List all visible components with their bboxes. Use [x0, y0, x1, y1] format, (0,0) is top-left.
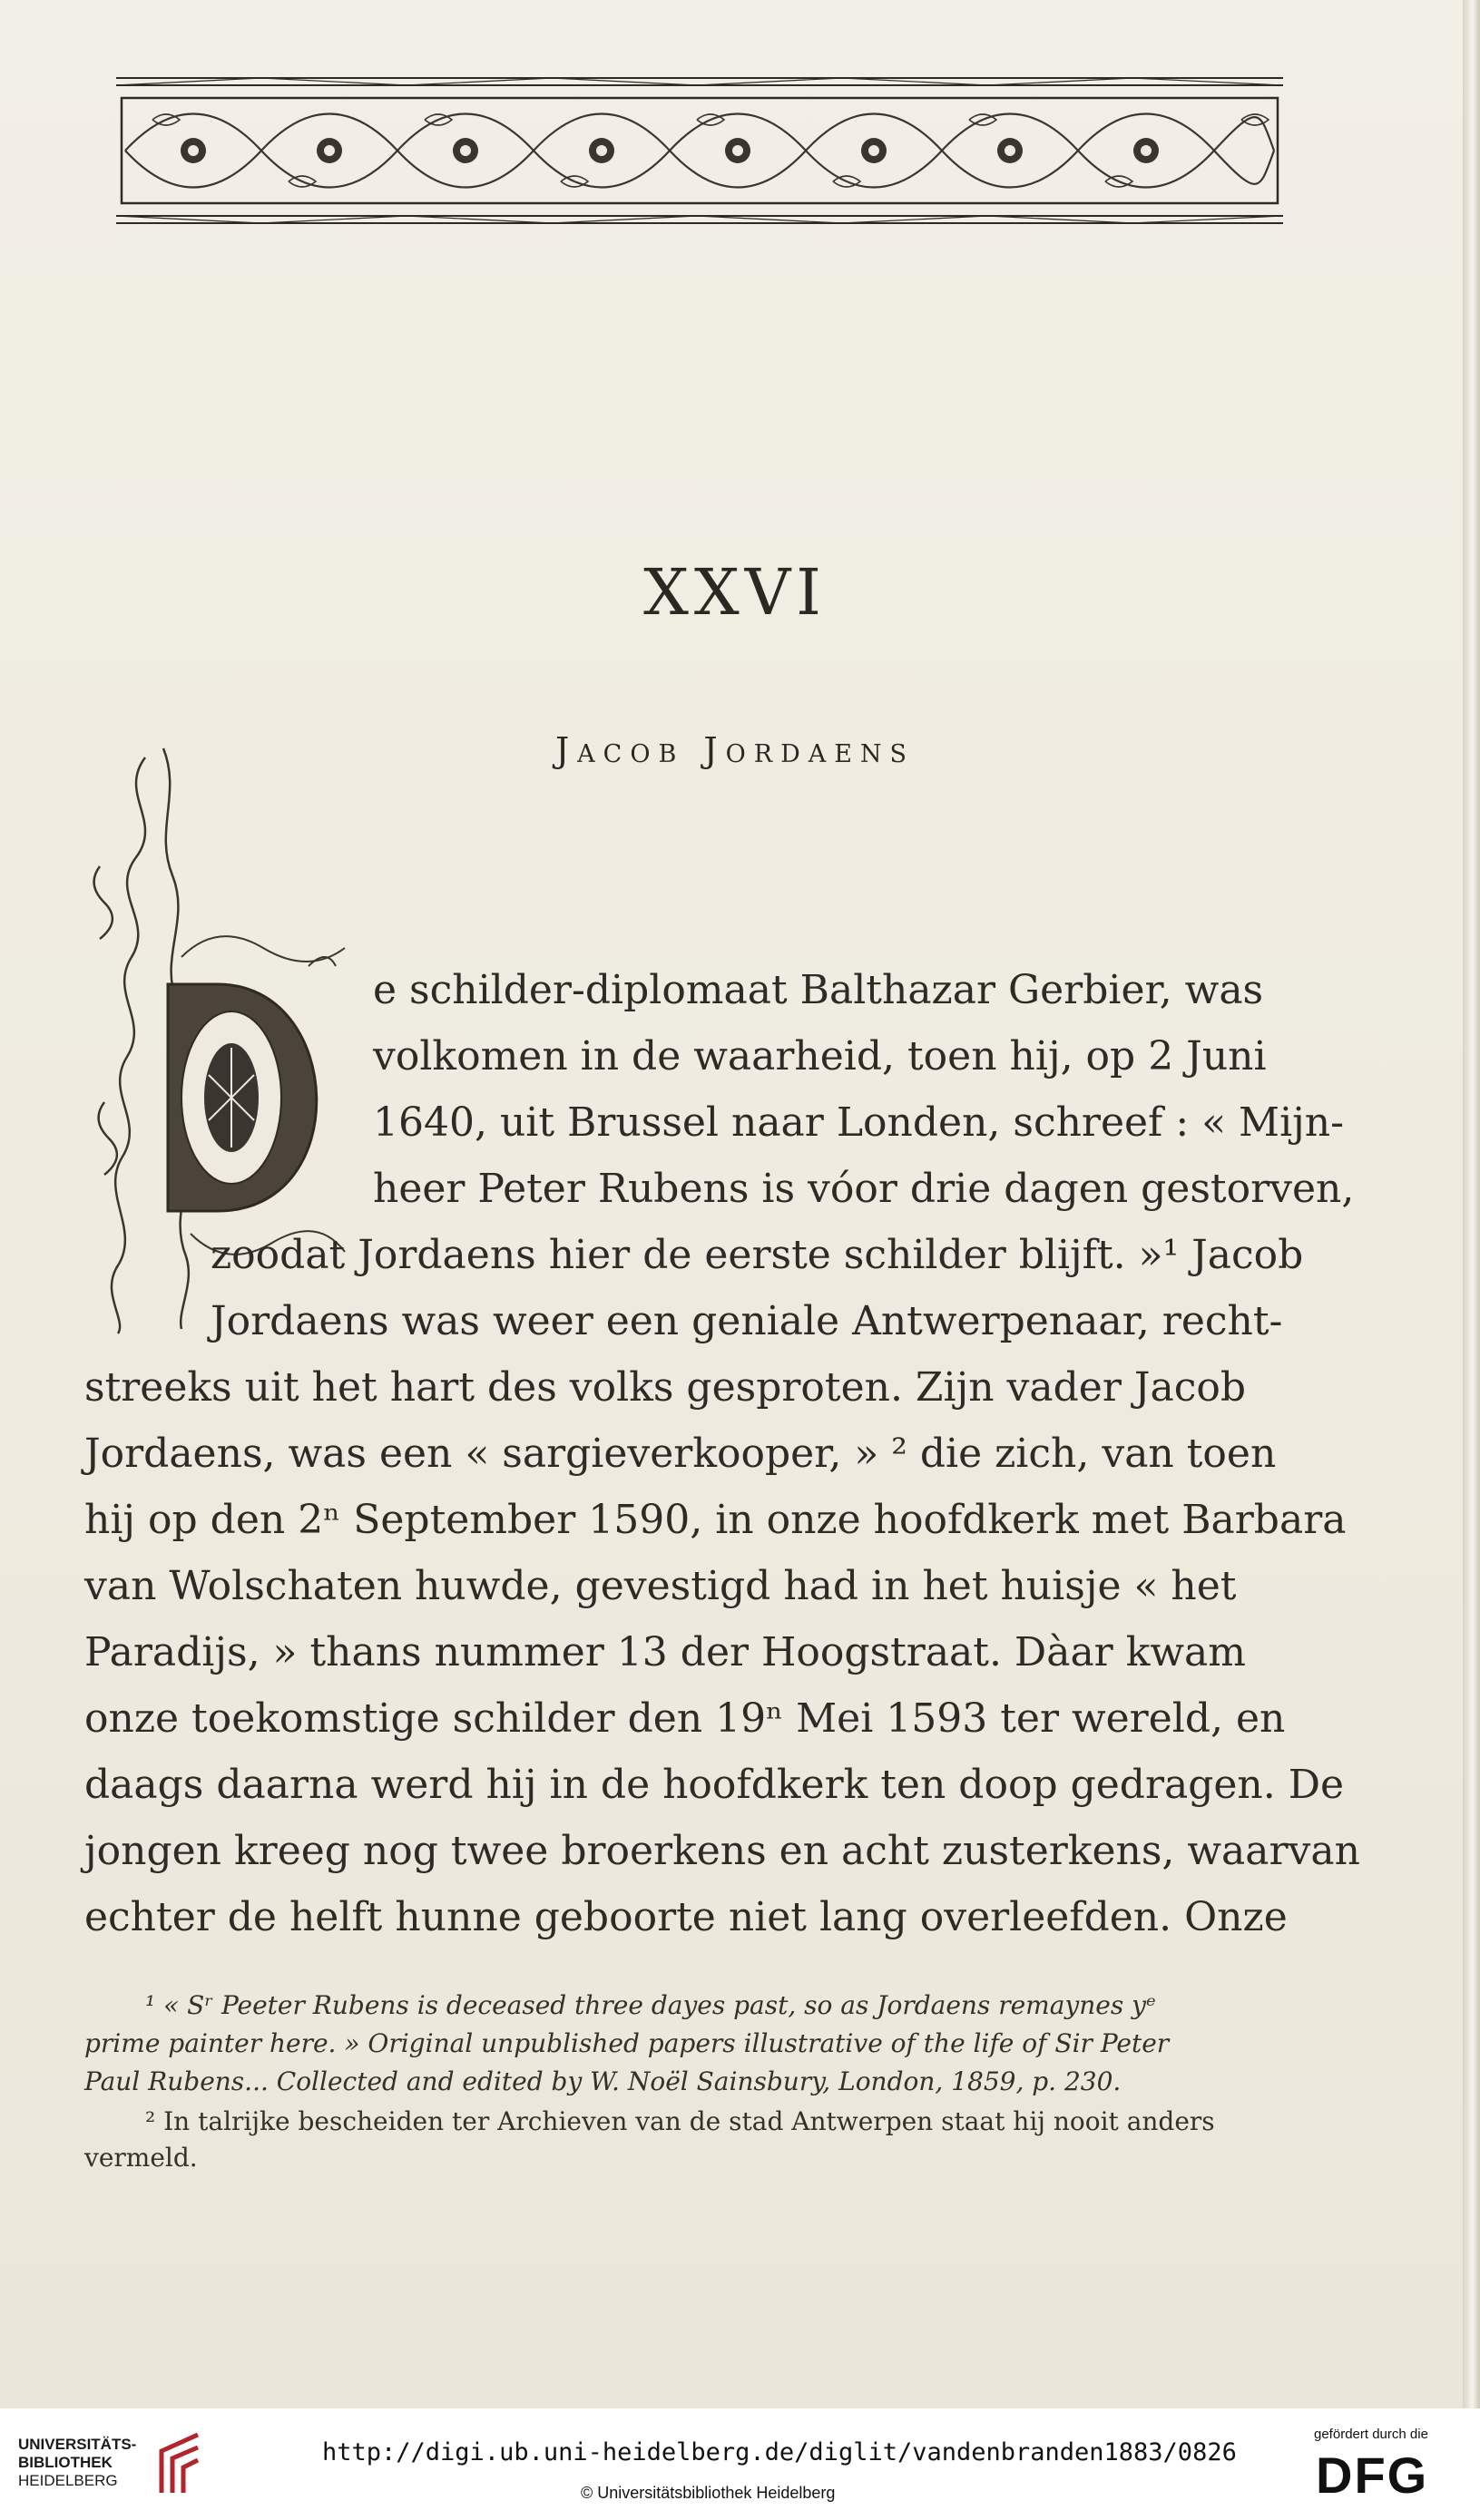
- body-line: zoodat Jordaens hier de eerste schilder blijft. »¹ Jacob: [211, 1232, 1304, 1278]
- library-line: UNIVERSITÄTS-: [18, 2436, 137, 2453]
- body-line: Jordaens was weer een geniale Antwerpenaar, recht-: [211, 1298, 1283, 1344]
- footnote-line: prime painter here. » Original unpublished papers illustrative of the life of Sir Peter: [84, 2028, 1170, 2058]
- body-line: heer Peter Rubens is vóor drie dagen gestorven,: [373, 1166, 1355, 1212]
- body-line: volkomen in de waarheid, toen hij, op 2 Juni: [373, 1033, 1267, 1079]
- page-edge: [1463, 0, 1480, 2408]
- body-line: hij op den 2ⁿ September 1590, in onze hoofdkerk met Barbara: [84, 1497, 1347, 1543]
- source-url-link[interactable]: http://digi.ub.uni-heidelberg.de/diglit/vandenbranden1883/0826: [322, 2438, 1237, 2466]
- body-line: Paradijs, » thans nummer 13 der Hoogstraat. Dàar kwam: [84, 1629, 1246, 1675]
- body-line: e schilder-diplomaat Balthazar Gerbier, was: [373, 967, 1264, 1013]
- body-line: daags daarna werd hij in de hoofdkerk ten doop gedragen. De: [84, 1762, 1345, 1808]
- library-line: BIBLIOTHEK: [18, 2454, 113, 2471]
- chapter-number: XXVI: [643, 555, 827, 630]
- body-line: streeks uit het hart des volks gesproten. Zijn vader Jacob: [84, 1364, 1247, 1411]
- footnote-line: ² In talrijke bescheiden ter Archieven van de stad Antwerpen staat hij nooit anders: [145, 2106, 1215, 2136]
- library-name: [18, 2436, 136, 2490]
- body-line: jongen kreeg nog twee broerkens en acht zusterkens, waarvan: [84, 1828, 1360, 1874]
- body-line: 1640, uit Brussel naar Londen, schreef : « Mijn-: [373, 1099, 1345, 1146]
- ub-heidelberg-logo-icon: [152, 2431, 203, 2496]
- chapter-title: Jacob Jordaens: [554, 730, 916, 770]
- footnote-line: vermeld.: [84, 2143, 198, 2173]
- copyright-notice: © Universitätsbibliothek Heidelberg: [581, 2484, 836, 2502]
- body-line: echter de helft hunne geboorte niet lang overleefden. Onze: [84, 1894, 1288, 1940]
- dfg-logo-icon: DFG: [1316, 2447, 1429, 2504]
- body-line: onze toekomstige schilder den 19ⁿ Mei 1593 ter wereld, en: [84, 1695, 1286, 1742]
- footnote-line: ¹ « Sʳ Peeter Rubens is deceased three dayes past, so as Jordaens remaynes yᵉ: [145, 1990, 1156, 2020]
- ornamental-border-icon: [116, 74, 1283, 227]
- body-line: van Wolschaten huwde, gevestigd had in het huisje « het: [84, 1563, 1237, 1609]
- body-line: Jordaens, was een « sargieverkooper, » ² die zich, van toen: [84, 1431, 1277, 1477]
- library-line: HEIDELBERG: [18, 2472, 118, 2489]
- footnote-line: Paul Rubens... Collected and edited by W. Noël Sainsbury, London, 1859, p. 230.: [84, 2066, 1122, 2096]
- funded-by-label: gefördert durch die: [1314, 2427, 1428, 2442]
